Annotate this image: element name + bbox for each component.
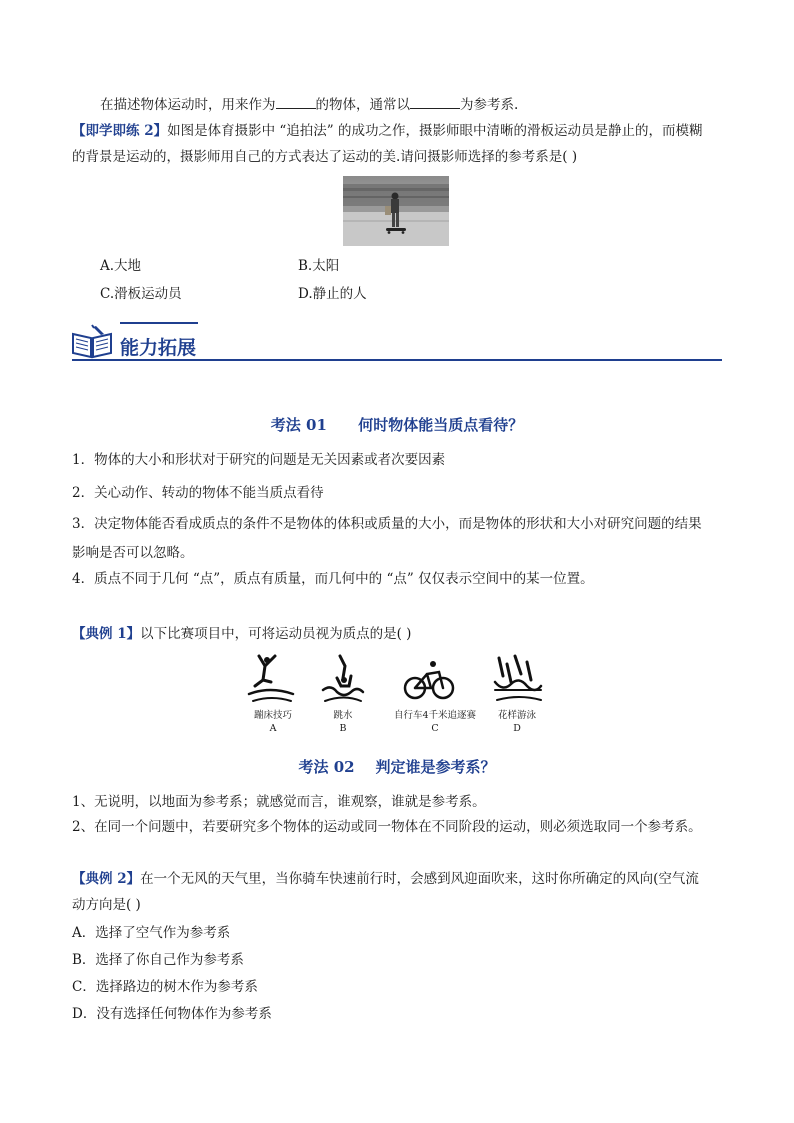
example1-tag: 【典例 1】 <box>72 626 141 642</box>
fill-text-c: 为参考系. <box>460 97 519 113</box>
synchronized-swimming-icon <box>495 656 541 700</box>
example2-option-d[interactable]: D．没有选择任何物体作为参考系 <box>72 1006 272 1022</box>
method2-point-1: 1、无说明，以地面为参考系；就感觉而言，谁观察，谁就是参考系。 <box>72 794 486 810</box>
example2-option-a[interactable]: A．选择了空气作为参考系 <box>72 925 231 941</box>
method1-point-3b: 影响是否可以忽略。 <box>72 545 194 561</box>
choice-b-caption: 跳水 <box>333 710 353 721</box>
section-top-rule <box>120 322 198 324</box>
choice-c-letter: C <box>431 723 439 734</box>
choice-a-letter: A <box>269 723 277 734</box>
choice-a-caption: 蹦床技巧 <box>253 710 292 721</box>
method2-title: 考法 02 判定谁是参考系？ <box>298 758 496 776</box>
book-icon <box>70 324 114 360</box>
method1-point-1: 1．物体的大小和形状对于研究的问题是无关因素或者次要因素 <box>72 452 446 468</box>
fill-text-b: 的物体，通常以 <box>315 97 410 113</box>
example2-line1 <box>72 870 699 888</box>
practice2-line2: 的背景是运动的，摄影师用自己的方式表达了运动的美.请问摄影师选择的参考系是( ) <box>72 149 578 165</box>
practice2-option-c[interactable]: C.滑板运动员 <box>100 286 182 302</box>
diving-icon <box>323 656 363 701</box>
skateboard-photo <box>343 176 449 246</box>
blank-1[interactable] <box>276 95 316 109</box>
choice-d[interactable] <box>489 709 545 735</box>
example2-line2: 动方向是( ) <box>72 897 141 913</box>
choice-c[interactable] <box>385 709 485 735</box>
method1-point-3a: 3．决定物体能否看成质点的条件不是物体的体积或质量的大小，而是物体的形状和大小对研究问题的结果 <box>72 516 702 532</box>
example1-text: 以下比赛项目中，可将运动员视为质点的是( ) <box>140 626 412 642</box>
method1-title: 考法 01 何时物体能当质点看待？ <box>270 416 524 434</box>
example2-text1: 在一个无风的天气里，当你骑车快速前行时，会感到风迎面吹来，这时你所确定的风向(空气流 <box>140 871 699 887</box>
sports-pictograms <box>245 652 545 708</box>
section-rule <box>72 359 722 361</box>
fill-text-a: 在描述物体运动时，用来作为 <box>100 97 276 113</box>
trampoline-icon <box>249 656 293 701</box>
section-title: 能力拓展 <box>120 337 197 359</box>
method2-point-2: 2、在同一个问题中，若要研究多个物体的运动或同一物体在不同阶段的运动，则必须选取同一个参考系。 <box>72 819 702 835</box>
practice2-option-a[interactable]: A.大地 <box>100 258 142 274</box>
sports-captions <box>245 709 545 737</box>
practice2-tag: 【即学即练 2】 <box>72 123 168 139</box>
choice-d-letter: D <box>513 723 521 734</box>
example1-line <box>72 625 411 643</box>
example2-tag: 【典例 2】 <box>72 871 141 887</box>
example2-option-c[interactable]: C．选择路边的树木作为参考系 <box>72 979 258 995</box>
choice-d-caption: 花样游泳 <box>497 710 536 721</box>
fill-blank-sentence <box>100 95 518 114</box>
practice2-text1: 如图是体育摄影中 “追拍法” 的成功之作，摄影师眼中清晰的滑板运动员是静止的，而模糊 <box>167 123 703 139</box>
method1-point-2: 2．关心动作、转动的物体不能当质点看待 <box>72 485 324 501</box>
cycling-icon <box>405 661 453 698</box>
example2-option-b[interactable]: B．选择了你自己作为参考系 <box>72 952 244 968</box>
practice2-option-d[interactable]: D.静止的人 <box>298 286 367 302</box>
choice-b[interactable] <box>315 709 371 735</box>
choice-c-caption: 自行车4千米追逐赛 <box>393 710 477 721</box>
choice-b-letter: B <box>339 723 347 734</box>
choice-a[interactable] <box>245 709 301 735</box>
blank-2[interactable] <box>410 95 460 109</box>
practice2-option-b[interactable]: B.太阳 <box>298 258 340 274</box>
method1-point-4: 4．质点不同于几何 “点”，质点有质量，而几何中的 “点” 仅仅表示空间中的某一位置。 <box>72 571 594 587</box>
practice2-line1 <box>72 122 702 140</box>
